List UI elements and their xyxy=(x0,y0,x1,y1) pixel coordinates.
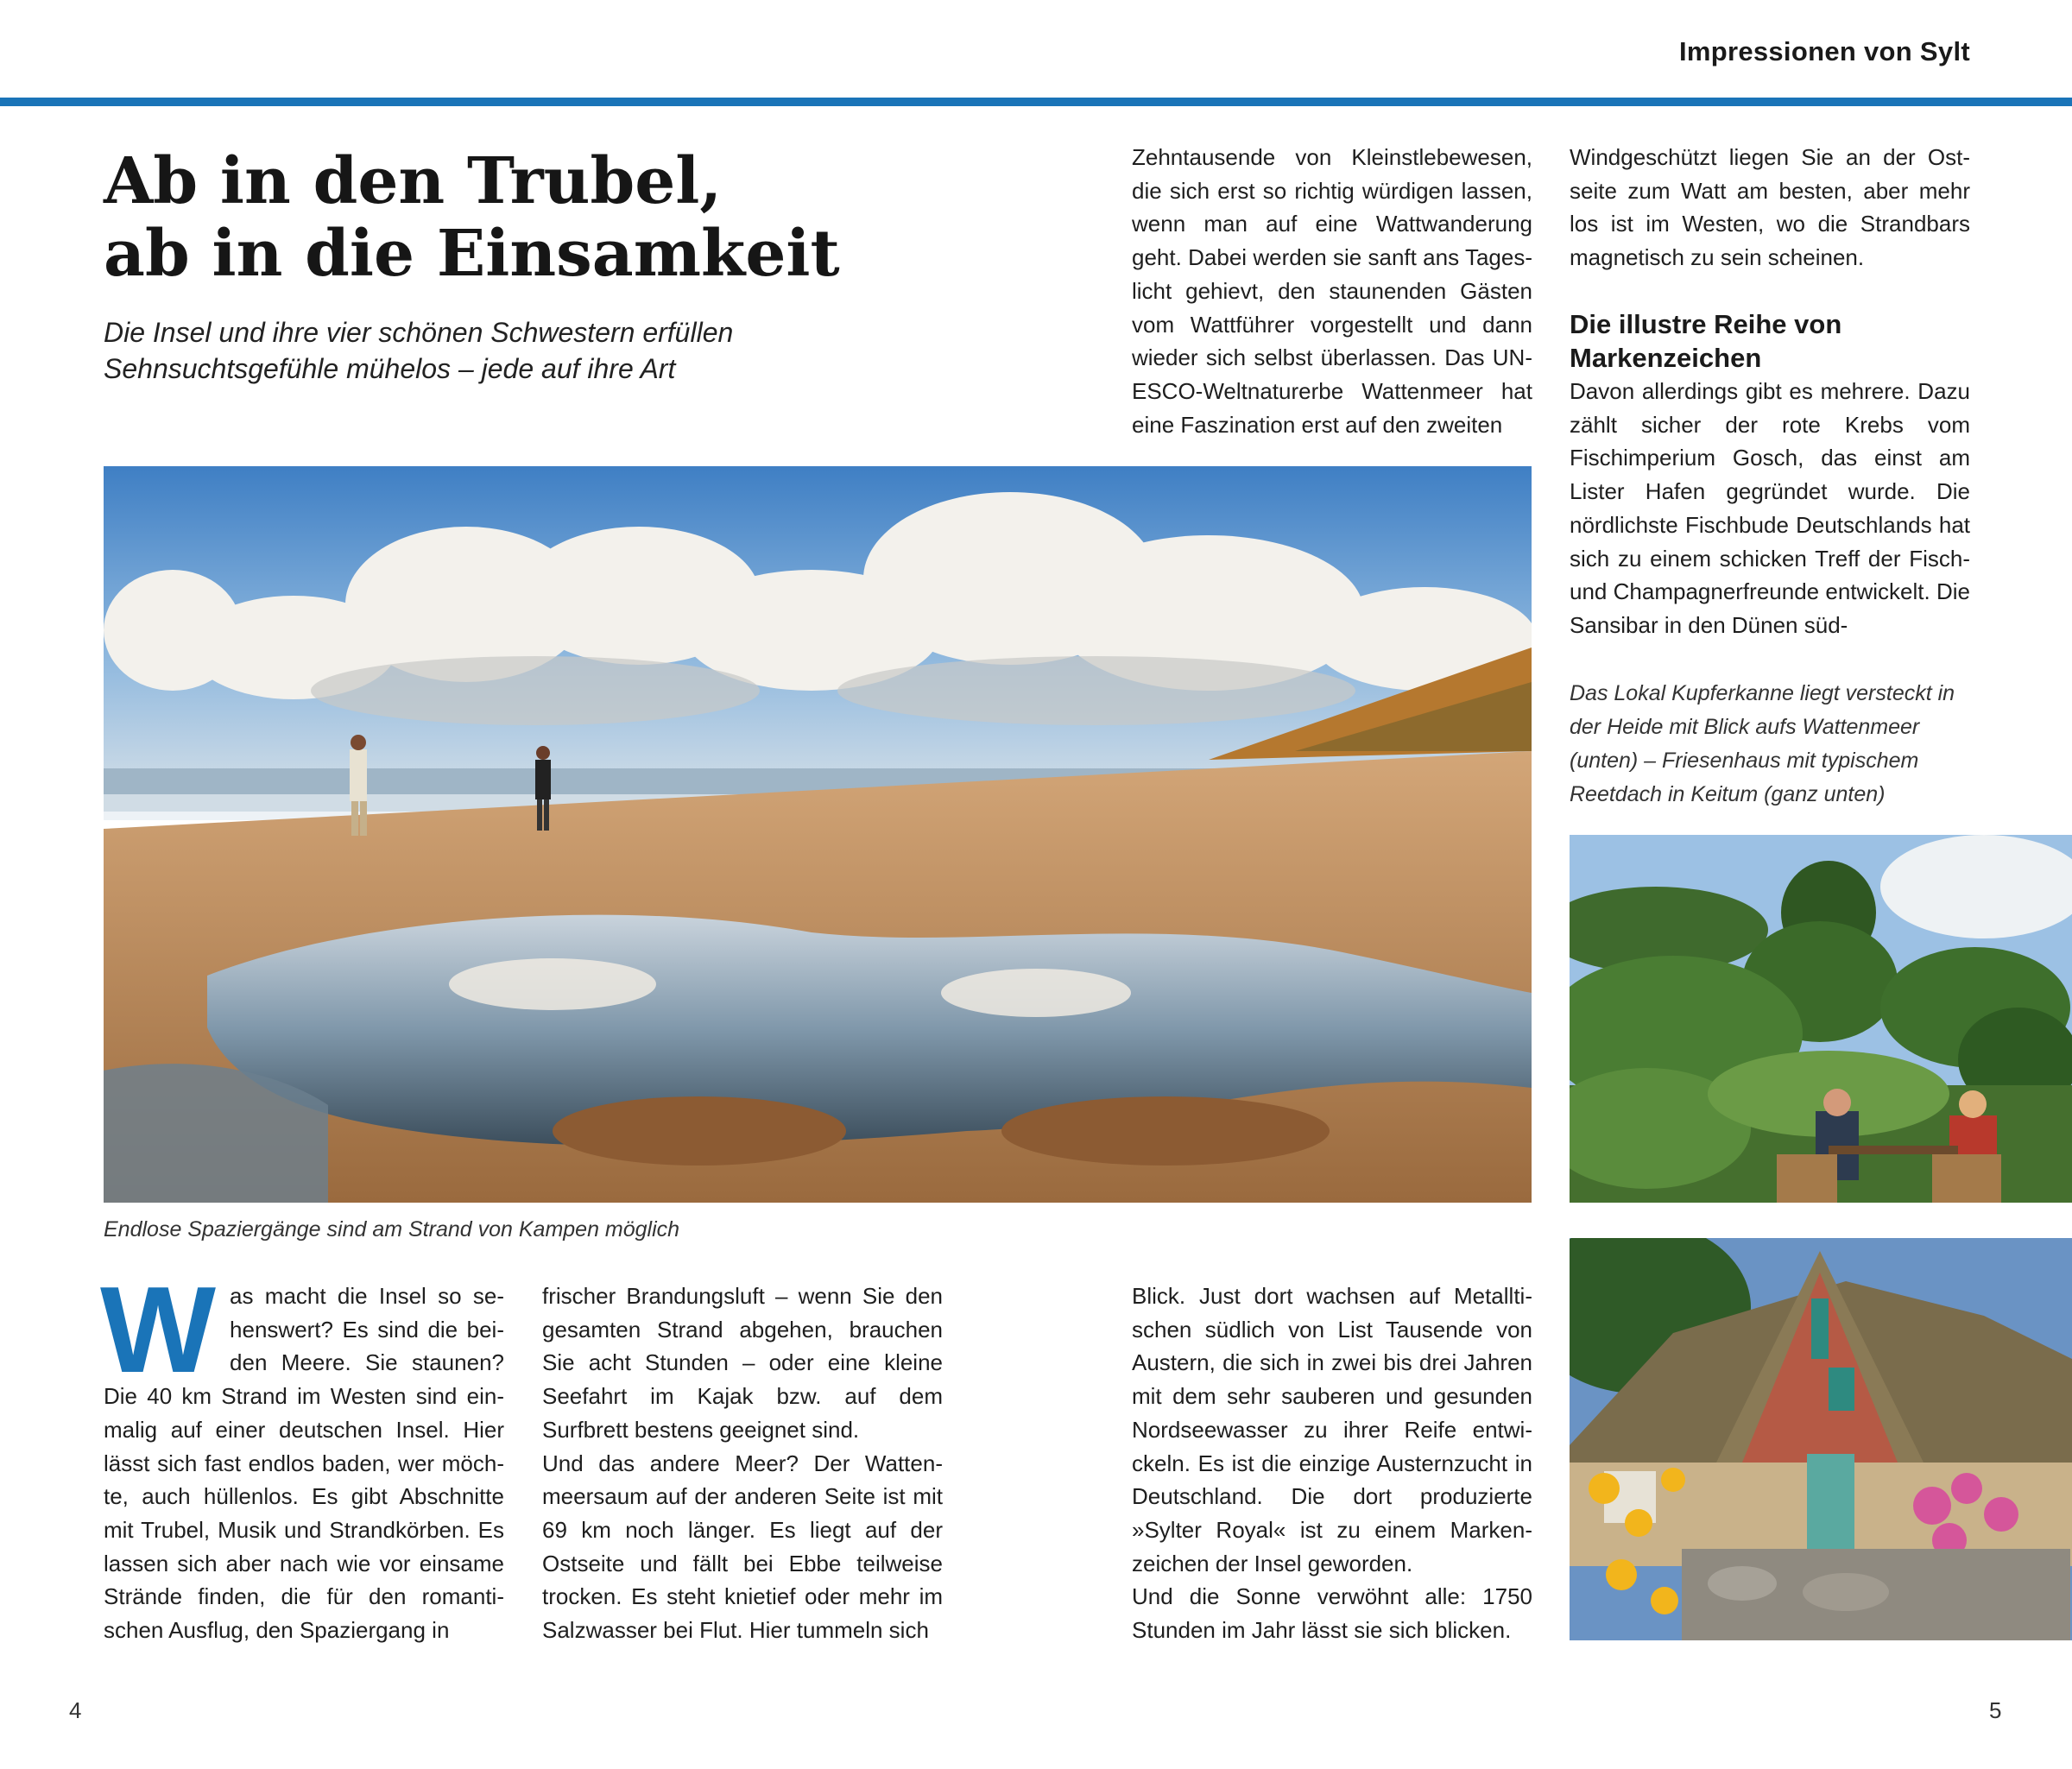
paragraph: Und das andere Meer? Der Wattenmeersaum auf der anderen Seite ist mit 69 km noch länger. Es liegt auf der Ostseite und fällt bei Ebbe teilweise trocken. Es steht knietief oder mehr im Salzwasser bei Flut. Hier tummeln sich xyxy=(542,1450,943,1644)
section-subheading xyxy=(1570,307,2001,375)
headline-line-1: Ab in den Trubel, xyxy=(104,144,723,218)
subheading-line-1: Die illustre Reihe von xyxy=(1570,309,1842,339)
headline-line-2: ab in die Einsamkeit xyxy=(104,217,840,291)
running-header: Impressionen von Sylt xyxy=(1678,36,1970,66)
garden-image xyxy=(1570,835,2072,1203)
garden-cafe-photo xyxy=(1570,835,2072,1203)
subhead-line-2: Sehnsuchtsgefühle mühelos – jede auf ihre Art xyxy=(104,353,676,384)
dropcap-letter: W xyxy=(100,1261,217,1399)
caption-text: Endlose Spaziergänge sind am Strand von Kampen möglich xyxy=(104,1217,680,1241)
subheading-line-2: Markenzeichen xyxy=(1570,343,1762,373)
column-right-body xyxy=(1570,375,1970,642)
paragraph: Davon allerdings gibt es mehrere. Dazu zählt sicher der rote Krebs vom Fischimperium Gosch, das einst am Lister Hafen gegründet wurde. Die nördlichste Fischbude Deutschlands hat sich zu einem schicken Treff der Fisch- und Champagnerfreunde entwickelt. Die Sansibar in den Dünen süd- xyxy=(1570,378,1970,638)
article-subhead xyxy=(104,314,760,387)
column-bottom-second xyxy=(542,1279,943,1647)
paragraph: frischer Brandungsluft – wenn Sie den gesamten Strand abgehen, brauchen Sie acht Stunden – oder eine kleine Seefahrt im Kajak bzw. auf dem Surfbrett bestens geeignet sind. xyxy=(542,1283,943,1443)
article-headline xyxy=(104,145,840,290)
paragraph: as macht die Insel so sehenswert? Es sind die beiden Meere. Sie staunen? Die 40 km Strand im Westen sind einmalig auf einer deutschen Insel. Hier lässt sich fast endlos baden, wer möchte, auch hüllenlos. Es gibt Abschnitte mit Trubel, Musik und Strandkörben. Es lassen sich aber nach wie vor einsame Strände finden, die für den romantischen Ausflug, den Spaziergang in xyxy=(104,1283,504,1644)
column-bottom-middle xyxy=(1132,1279,1532,1647)
friesenhaus-photo xyxy=(1570,1238,2072,1640)
column-bottom-left xyxy=(100,1261,504,1647)
subhead-line-1: Die Insel und ihre vier schönen Schwestern erfüllen xyxy=(104,317,734,348)
paragraph: Windgeschützt liegen Sie an der Ostseite zum Watt am besten, aber mehr los ist im Westen, wo die Strandbars magnetisch zu sein scheinen. xyxy=(1570,144,1970,271)
caption-text: Das Lokal Kupferkanne liegt versteckt in der Heide mit Blick aufs Wattenmeer (unten) – Friesenhaus mit typischem Reetdach in Keitum (ganz unten) xyxy=(1570,681,1955,806)
column-top-right xyxy=(1570,141,1970,275)
hero-beach-photo xyxy=(104,466,1532,1203)
paragraph: Zehntausende von Kleinstlebewesen, die sich erst so richtig würdigen lassen, wenn man auf eine Wattwanderung geht. Dabei werden sie sanft ans Tageslicht gehievt, den staunenden Gästen vom Wattführer vorgestellt und dann wieder sich selbst überlassen. Das UNESCO-Weltnaturerbe Wattenmeer hat eine Faszination erst auf den zweiten xyxy=(1132,144,1532,438)
header-rule xyxy=(0,98,2072,106)
beach-image xyxy=(104,466,1532,1203)
column-top-middle xyxy=(1132,141,1532,441)
caption-hero xyxy=(104,1213,1140,1247)
page-number-right: 5 xyxy=(1989,1697,2002,1723)
walking-person-1 xyxy=(350,735,367,836)
paragraph: Blick. Just dort wachsen auf Metalltischen südlich von List Tausende von Austern, die sich in zwei bis drei Jahren mit dem sehr sauberen und gesunden Nordseewasser zu ihrer Reife entwickeln. Es ist die einzige Austernzucht in Deutschland. Die dort produzierte »Sylter Royal« ist zu einem Markenzeichen der Insel geworden. xyxy=(1132,1283,1532,1576)
thatched-house-image xyxy=(1570,1238,2072,1640)
paragraph: Und die Sonne verwöhnt alle: 1750 Stunden im Jahr lässt sie sich blicken. xyxy=(1132,1583,1532,1644)
caption-right-photos xyxy=(1570,677,1984,812)
page-number-left: 4 xyxy=(69,1697,82,1723)
